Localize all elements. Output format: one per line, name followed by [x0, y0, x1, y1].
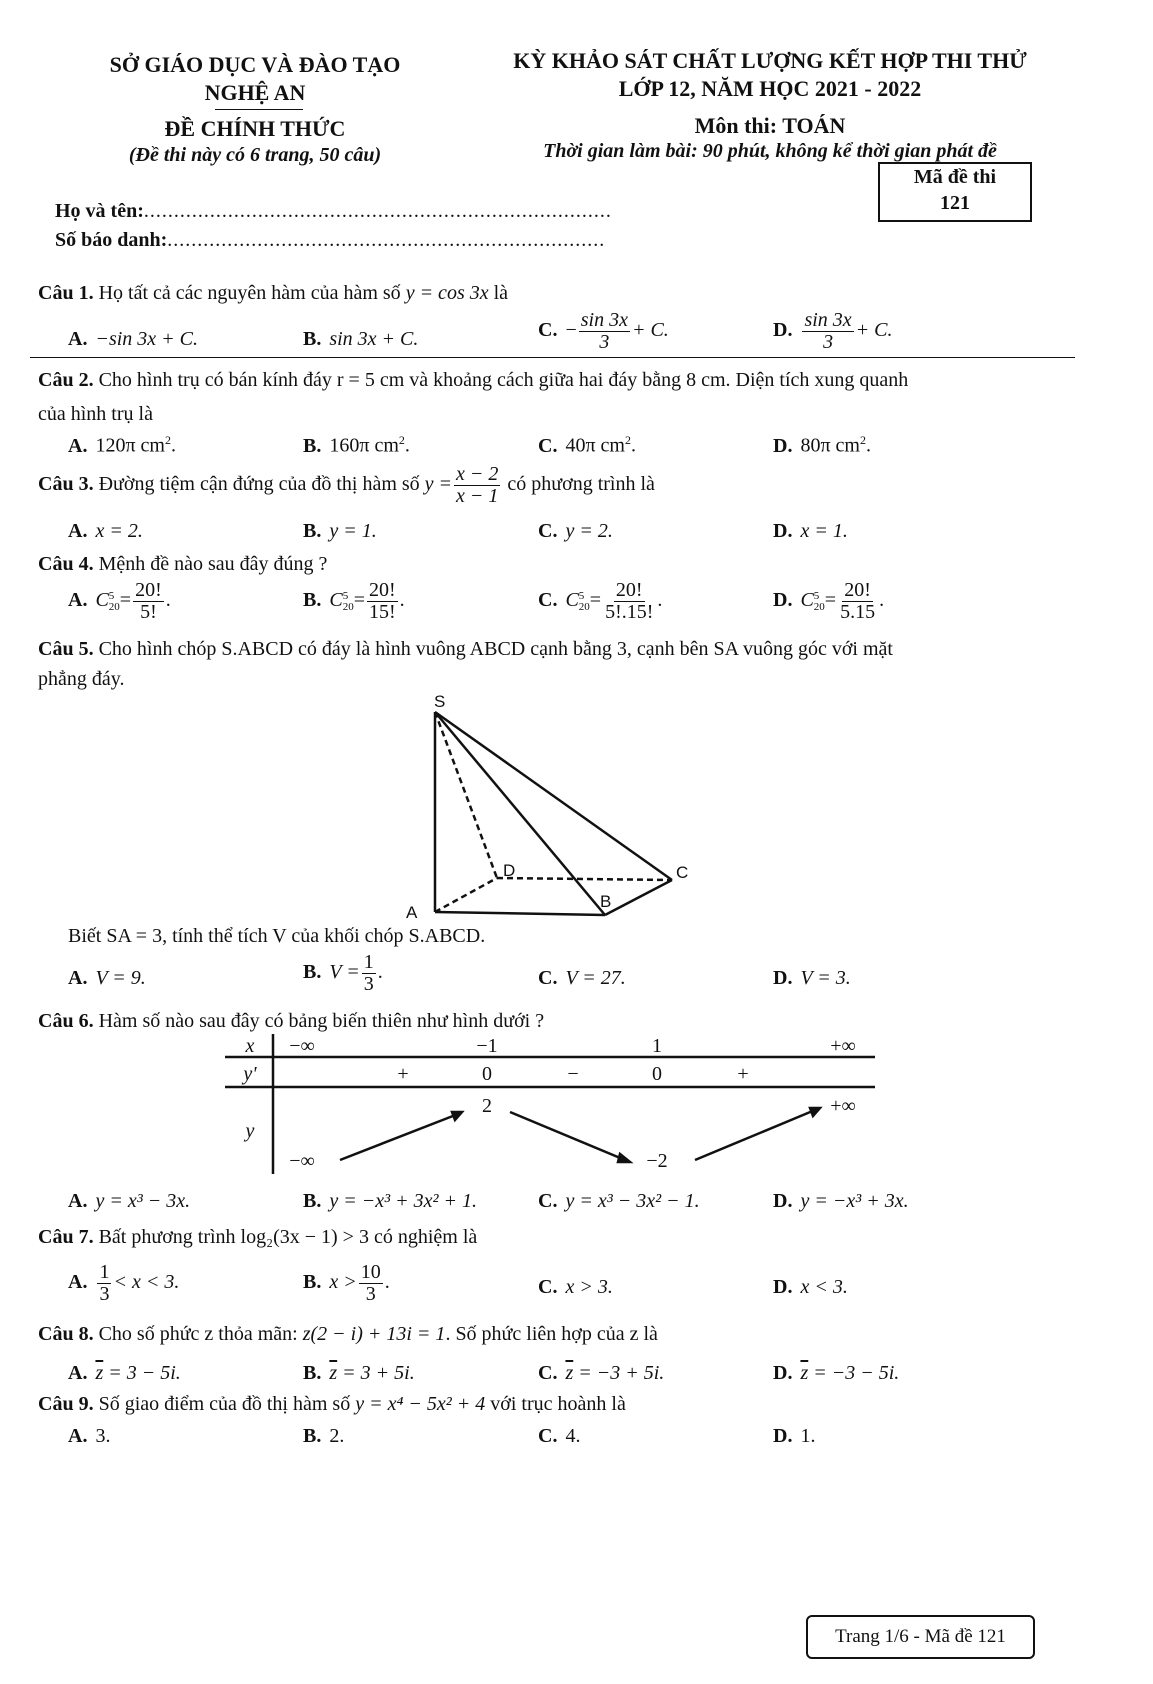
opt-tail: + C.	[631, 319, 669, 342]
opt-label: D.	[773, 1190, 793, 1212]
opt-text: 160π cm	[329, 434, 399, 457]
opt-text: 1.	[800, 1425, 816, 1447]
opt-tail: .	[657, 589, 663, 612]
frac-den: 5.15	[840, 601, 876, 623]
exam-title: KỲ KHẢO SÁT CHẤT LƯỢNG KẾT HỢP THI THỬ	[513, 48, 1027, 73]
q-label: Câu 1.	[38, 282, 94, 304]
opt-text: −sin 3x + C.	[95, 328, 199, 350]
opt-text: x = 1.	[800, 520, 848, 542]
opt-text: y = 2.	[565, 520, 613, 542]
option-5c[interactable]	[538, 967, 626, 990]
q-tail: là	[493, 282, 509, 304]
opt-tail: .	[165, 589, 171, 612]
x-value: +∞	[830, 1035, 856, 1057]
frac-den: 3	[365, 1283, 376, 1305]
opt-z: $\overline{z}$	[95, 1362, 104, 1384]
opt-label: A.	[68, 1190, 88, 1212]
name-field[interactable]	[55, 200, 612, 223]
province-name: NGHỆ AN	[204, 80, 306, 105]
row-label-x: x	[245, 1035, 255, 1057]
arrow-up-1	[340, 1114, 458, 1160]
option-4a[interactable]	[68, 580, 171, 623]
edge-SD	[435, 712, 497, 878]
option-2d[interactable]	[773, 433, 871, 458]
name-dots: ..............................................................................	[143, 200, 612, 222]
option-8c[interactable]	[538, 1362, 664, 1385]
frac-den: 3	[823, 331, 834, 353]
opt-label: C.	[538, 1276, 558, 1298]
opt-label: B.	[303, 1271, 322, 1294]
opt-label: B.	[303, 589, 322, 612]
q-text: Đường tiệm cận đứng của đồ thị hàm số	[98, 473, 420, 496]
y-value: +∞	[830, 1095, 856, 1117]
opt-tail: + C.	[855, 319, 893, 342]
opt-eq: =	[589, 589, 602, 612]
edge-BC	[605, 880, 672, 915]
vertex-C: C	[676, 863, 689, 882]
opt-label: B.	[303, 961, 322, 984]
opt-tail: .	[865, 434, 871, 457]
opt-z: $\overline{z}$	[565, 1362, 574, 1384]
opt-eq: =	[824, 589, 837, 612]
option-7d[interactable]	[773, 1276, 848, 1299]
opt-text: y = 1.	[329, 520, 377, 542]
arrowhead	[452, 1112, 462, 1120]
edge-AB	[435, 912, 605, 915]
option-5d[interactable]	[773, 967, 851, 990]
official-label: ĐỀ CHÍNH THỨC	[164, 116, 346, 141]
option-6c[interactable]	[538, 1190, 700, 1213]
frac-den: 15!	[368, 601, 396, 623]
opt-label: A.	[68, 589, 88, 612]
opt-sub: 20	[342, 600, 354, 613]
opt-tail: .	[399, 589, 405, 612]
opt-text: x < 3.	[800, 1276, 848, 1298]
opt-label: A.	[68, 328, 88, 350]
opt-sup: 2	[624, 433, 631, 447]
frac-num: 10	[360, 1261, 381, 1283]
q-text: Bất phương trình	[98, 1226, 236, 1248]
page-footer	[806, 1615, 1035, 1659]
q-text: Họ tất cả các nguyên hàm của hàm số	[98, 282, 401, 304]
exam-code-box	[878, 162, 1032, 222]
question-5-given: Biết SA = 3, tính thể tích V của khối chóp S.ABCD.	[68, 925, 486, 947]
option-7a[interactable]	[68, 1262, 179, 1305]
yprime-value: 0	[652, 1063, 662, 1085]
page-indicator: Trang 1/6 - Mã đề 121	[835, 1626, 1006, 1647]
opt-tail: .	[404, 434, 410, 457]
exam-code-label: Mã đề thi	[913, 166, 997, 188]
frac-den: 3	[363, 973, 374, 995]
option-6a[interactable]	[68, 1190, 190, 1213]
q-text: Hàm số nào sau đây có bảng biến thiên như hình dưới ?	[98, 1010, 545, 1032]
opt-label: D.	[773, 1276, 793, 1298]
exam-year: LỚP 12, NĂM HỌC 2021 - 2022	[618, 76, 922, 101]
frac-den: 3	[99, 1283, 110, 1305]
frac-den: 5!.15!	[605, 601, 654, 623]
y-value: 2	[482, 1095, 492, 1117]
opt-label: D.	[773, 520, 793, 542]
opt-sup: 2	[859, 433, 866, 447]
variation-table	[220, 1032, 880, 1177]
q-tail: có nghiệm là	[373, 1226, 478, 1248]
q-label: Câu 6.	[38, 1010, 94, 1032]
frac-num: sin 3x	[580, 309, 628, 331]
opt-sub: 20	[578, 600, 590, 613]
question-8	[38, 1323, 658, 1346]
opt-label: A.	[68, 520, 88, 542]
q-tail: với trục hoành là	[490, 1393, 626, 1415]
pyramid-figure	[400, 690, 710, 920]
opt-label: C.	[538, 520, 558, 542]
option-4c[interactable]	[538, 580, 662, 623]
opt-label: D.	[773, 434, 793, 457]
opt-z: $\overline{z}$	[800, 1362, 809, 1384]
opt-text: = 3 + 5i.	[337, 1362, 415, 1384]
q-math: y = cos 3x	[405, 282, 489, 304]
q-label: Câu 7.	[38, 1226, 94, 1248]
arrow-up-2	[695, 1110, 815, 1160]
opt-eq: =	[353, 589, 365, 612]
x-value: −1	[476, 1035, 498, 1057]
y-value: −∞	[289, 1150, 315, 1172]
opt-label: D.	[773, 1362, 793, 1384]
option-5a[interactable]	[68, 967, 146, 990]
opt-tail: .	[170, 434, 176, 457]
question-1	[38, 282, 508, 305]
q-text: Cho hình trụ có bán kính đáy r = 5 cm và khoảng cách giữa hai đáy bằng 8 cm. Diện tích xung quanh	[98, 369, 909, 391]
opt-c: C	[95, 589, 109, 612]
exam-time: Thời gian làm bài: 90 phút, không kể thời gian phát đề	[543, 140, 997, 162]
opt-text: V = 27.	[565, 967, 626, 989]
q-math: y = x⁴ − 5x² + 4	[355, 1393, 486, 1415]
opt-z: $\overline{z}$	[329, 1362, 338, 1384]
opt-text: = 3 − 5i.	[103, 1362, 181, 1384]
opt-tail: .	[384, 1271, 390, 1294]
subject: Môn thi: TOÁN	[694, 113, 846, 138]
opt-label: C.	[538, 1425, 558, 1447]
question-4	[38, 553, 327, 576]
frac-den: 3	[599, 331, 610, 353]
question-9	[38, 1393, 626, 1416]
q-label: Câu 5.	[38, 638, 94, 660]
opt-label: D.	[773, 589, 793, 612]
x-value: 1	[652, 1035, 662, 1057]
question-2	[38, 369, 908, 392]
q-math: log₂(3x − 1) > 3	[240, 1226, 369, 1248]
q-text: Cho số phức z thỏa mãn:	[98, 1323, 298, 1345]
frac-num: 20!	[844, 579, 871, 601]
opt-tail: < x < 3.	[113, 1271, 180, 1294]
opt-text: 4.	[565, 1425, 581, 1447]
option-7c[interactable]	[538, 1276, 613, 1299]
option-5b[interactable]	[303, 952, 383, 995]
vertex-S: S	[434, 692, 446, 711]
y-value: −2	[646, 1150, 668, 1172]
option-6b[interactable]	[303, 1190, 477, 1213]
option-9a[interactable]	[68, 1425, 110, 1448]
q-text: Số giao điểm của đồ thị hàm số	[98, 1393, 351, 1415]
opt-label: C.	[538, 319, 558, 342]
frac-num: sin 3x	[804, 309, 852, 331]
opt-label: A.	[68, 434, 88, 457]
opt-c: C	[800, 589, 814, 612]
q-tail: . Số phức liên hợp của z là	[445, 1323, 658, 1345]
id-label: Số báo danh:	[55, 229, 168, 251]
opt-text: x > 3.	[565, 1276, 613, 1298]
option-3a[interactable]	[68, 520, 143, 543]
q-lhs: y =	[424, 473, 453, 496]
q-text: Cho hình chóp S.ABCD có đáy là hình vuông ABCD cạnh bằng 3, cạnh bên SA vuông góc với mặt	[98, 638, 893, 660]
yprime-value: +	[737, 1063, 749, 1085]
frac-num: 20!	[135, 579, 162, 601]
opt-text: y = x³ − 3x² − 1.	[565, 1190, 700, 1212]
option-9d[interactable]	[773, 1425, 815, 1448]
opt-sup: 5	[108, 589, 115, 602]
x-value: −∞	[289, 1035, 315, 1057]
option-3c[interactable]	[538, 520, 613, 543]
opt-label: D.	[773, 319, 793, 342]
opt-sub: 20	[108, 600, 120, 613]
opt-label: C.	[538, 589, 558, 612]
q-label: Câu 4.	[38, 553, 94, 575]
option-8d[interactable]	[773, 1362, 899, 1385]
option-3b[interactable]	[303, 520, 377, 543]
header-divider	[215, 109, 303, 110]
edge-AD	[435, 878, 497, 912]
opt-label: C.	[538, 1190, 558, 1212]
option-2c[interactable]	[538, 433, 636, 458]
separator-line	[30, 357, 1075, 358]
arrow-down	[510, 1112, 625, 1160]
row-label-yprime: y'	[243, 1063, 257, 1085]
question-3	[38, 464, 655, 507]
opt-text: 120π cm	[95, 434, 165, 457]
opt-label: C.	[538, 1362, 558, 1384]
q-math: z(2 − i) + 13i = 1	[302, 1323, 446, 1345]
yprime-value: 0	[482, 1063, 492, 1085]
arrowhead	[618, 1154, 630, 1162]
frac-num: 1	[99, 1261, 110, 1283]
opt-label: C.	[538, 434, 558, 457]
opt-text: sin 3x + C.	[329, 328, 419, 350]
opt-label: B.	[303, 1362, 322, 1384]
opt-tail: .	[630, 434, 636, 457]
option-1c[interactable]	[538, 310, 669, 353]
opt-lhs: V =	[329, 961, 360, 984]
opt-sup: 5	[578, 589, 585, 602]
id-dots: .........................................................................	[167, 229, 606, 251]
opt-text: 80π cm	[800, 434, 860, 457]
question-5-cont: phẳng đáy.	[38, 668, 125, 690]
id-field[interactable]	[55, 229, 605, 252]
opt-tail: .	[377, 961, 383, 984]
q-label: Câu 2.	[38, 369, 94, 391]
opt-tail: .	[879, 589, 885, 612]
dept-name: SỞ GIÁO DỤC VÀ ĐÀO TẠO	[109, 52, 401, 77]
option-4d[interactable]	[773, 580, 884, 623]
opt-text: V = 9.	[95, 967, 146, 989]
opt-text: = −3 − 5i.	[808, 1362, 900, 1384]
opt-label: A.	[68, 1271, 88, 1294]
opt-label: B.	[303, 1425, 322, 1447]
option-1b[interactable]	[303, 328, 418, 351]
option-1a[interactable]	[68, 328, 198, 351]
arrowhead	[810, 1108, 820, 1116]
opt-label: D.	[773, 1425, 793, 1447]
opt-sign: −	[565, 319, 577, 342]
opt-text: y = −x³ + 3x.	[800, 1190, 909, 1212]
opt-sup: 5	[813, 589, 820, 602]
question-5	[38, 638, 893, 661]
opt-sup: 5	[342, 589, 349, 602]
frac-num: 1	[363, 951, 374, 973]
opt-c: C	[329, 589, 343, 612]
opt-lhs: x >	[329, 1271, 357, 1294]
opt-label: A.	[68, 1362, 88, 1384]
option-9b[interactable]	[303, 1425, 344, 1448]
frac-den: 5!	[140, 601, 157, 623]
edge-DC	[497, 878, 672, 880]
q-label: Câu 3.	[38, 473, 94, 496]
exam-note: (Đề thi này có 6 trang, 50 câu)	[128, 144, 382, 166]
q-label: Câu 9.	[38, 1393, 94, 1415]
opt-text: x = 2.	[95, 520, 143, 542]
option-1d[interactable]	[773, 310, 893, 353]
question-7	[38, 1226, 477, 1249]
q-tail: có phương trình là	[507, 473, 655, 496]
opt-label: B.	[303, 328, 322, 350]
opt-text: 40π cm	[565, 434, 625, 457]
opt-text: 3.	[95, 1425, 111, 1447]
opt-label: B.	[303, 434, 322, 457]
option-7b[interactable]	[303, 1262, 390, 1305]
exam-code: 121	[940, 192, 970, 214]
option-2b[interactable]	[303, 433, 410, 458]
opt-label: D.	[773, 967, 793, 989]
vertex-B: B	[600, 892, 612, 911]
opt-sup: 2	[398, 433, 405, 447]
name-label: Họ và tên:	[55, 200, 144, 222]
opt-label: A.	[68, 1425, 88, 1447]
opt-text: V = 3.	[800, 967, 851, 989]
frac-num: 20!	[615, 579, 643, 601]
option-4b[interactable]	[303, 580, 405, 623]
opt-label: C.	[538, 967, 558, 989]
option-3d[interactable]	[773, 520, 848, 543]
opt-label: A.	[68, 967, 88, 989]
option-8b[interactable]	[303, 1362, 415, 1385]
opt-text: y = −x³ + 3x² + 1.	[329, 1190, 477, 1212]
option-6d[interactable]	[773, 1190, 909, 1213]
opt-eq: =	[119, 589, 132, 612]
option-8a[interactable]	[68, 1362, 181, 1385]
vertex-A: A	[406, 903, 418, 920]
opt-text: y = x³ − 3x.	[95, 1190, 191, 1212]
row-label-y: y	[245, 1120, 255, 1142]
yprime-value: −	[567, 1063, 579, 1085]
q-text: Mệnh đề nào sau đây đúng ?	[98, 553, 328, 575]
opt-text: = −3 + 5i.	[573, 1362, 665, 1384]
frac-num: x − 2	[456, 463, 499, 485]
question-2-cont: của hình trụ là	[38, 403, 153, 425]
question-6	[38, 1010, 544, 1033]
opt-sub: 20	[813, 600, 825, 613]
vertex-D: D	[503, 861, 516, 880]
opt-sup: 2	[164, 433, 171, 447]
opt-label: B.	[303, 1190, 322, 1212]
frac-num: 20!	[368, 579, 396, 601]
opt-text: 2.	[329, 1425, 345, 1447]
opt-label: B.	[303, 520, 322, 542]
frac-den: x − 1	[456, 485, 499, 507]
option-2a[interactable]	[68, 433, 176, 458]
q-label: Câu 8.	[38, 1323, 94, 1345]
option-9c[interactable]	[538, 1425, 580, 1448]
opt-c: C	[565, 589, 579, 612]
yprime-value: +	[397, 1063, 409, 1085]
